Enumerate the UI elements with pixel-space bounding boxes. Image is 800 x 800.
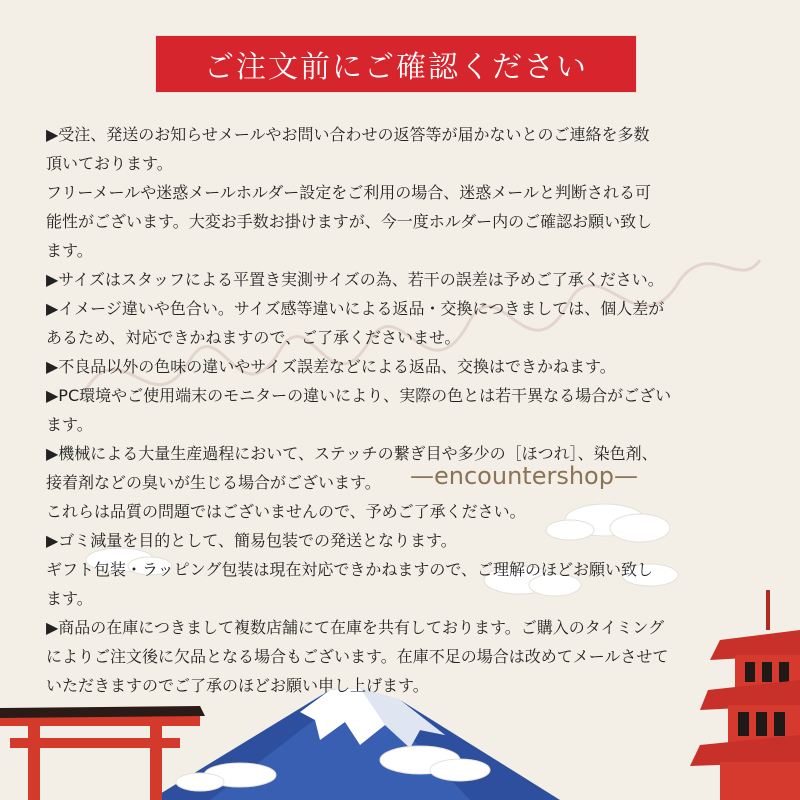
notice-item bbox=[46, 526, 762, 613]
notice-line: これらは品質の問題ではございませんので、予めご了承ください。 bbox=[46, 502, 526, 521]
notice-line: ▶受注、発送のお知らせメールやお問い合わせの返答等が届かないとのご連絡を多数 bbox=[46, 125, 650, 144]
notice-line: 接着剤などの臭いが生じる場合がございます。 bbox=[46, 473, 381, 492]
notice-item bbox=[46, 613, 762, 700]
notice-item bbox=[46, 294, 762, 352]
page-title: ご注文前にご確認ください bbox=[156, 36, 636, 92]
notice-line: ▶イメージ違いや色合い。サイズ感等違いによる返品・交換につきましては、個人差が bbox=[46, 299, 665, 318]
notice-item bbox=[46, 265, 762, 294]
notice-line: ます。 bbox=[46, 241, 93, 260]
notice-item bbox=[46, 352, 762, 381]
notice-line: ▶機械による大量生産過程において、ステッチの繋ぎ目や多少の［ほつれ］、染色剤、 bbox=[46, 444, 658, 463]
notice-line: 頂いております。 bbox=[46, 154, 173, 173]
shop-watermark: —encountershop— bbox=[410, 462, 638, 490]
notice-line: によりご注文後に欠品となる場合もございます。在庫不足の場合は改めてメールさせて bbox=[46, 647, 669, 666]
notice-item bbox=[46, 381, 762, 439]
notice-line: ▶不良品以外の色味の違いやサイズ誤差などによる返品、交換はできかねます。 bbox=[46, 357, 616, 376]
notice-line: ▶ゴミ減量を目的として、簡易包装での発送となります。 bbox=[46, 531, 457, 550]
notice-line: ます。 bbox=[46, 589, 93, 608]
notice-line: いただきますのでご了承のほどお願い申し上げます。 bbox=[46, 676, 429, 695]
notice-list bbox=[46, 120, 762, 700]
notice-line: ギフト包装・ラッピング包装は現在対応できかねますので、ご理解のほどお願い致し bbox=[46, 560, 654, 579]
notice-line: 能性がございます。大変お手数お掛けますが、今一度ホルダー内のご確認お願い致し bbox=[46, 212, 653, 231]
notice-line: フリーメールや迷惑メールホルダー設定をご利用の場合、迷惑メールと判断される可 bbox=[46, 183, 651, 202]
notice-line: ▶PC環境やご使用端末のモニターの違いにより、実際の色とは若干異なる場合がござい bbox=[46, 386, 672, 405]
notice-line: あるため、対応できかねますので、ご了承くださいませ。 bbox=[46, 328, 461, 347]
notice-line: ます。 bbox=[46, 415, 93, 434]
notice-line: ▶商品の在庫につきまして複数店舗にて在庫を共有しております。ご購入のタイミング bbox=[46, 618, 665, 637]
notice-line: ▶サイズはスタッフによる平置き実測サイズの為、若干の誤差は予めご了承ください。 bbox=[46, 270, 664, 289]
notice-item bbox=[46, 120, 762, 265]
notice-item bbox=[46, 439, 762, 526]
